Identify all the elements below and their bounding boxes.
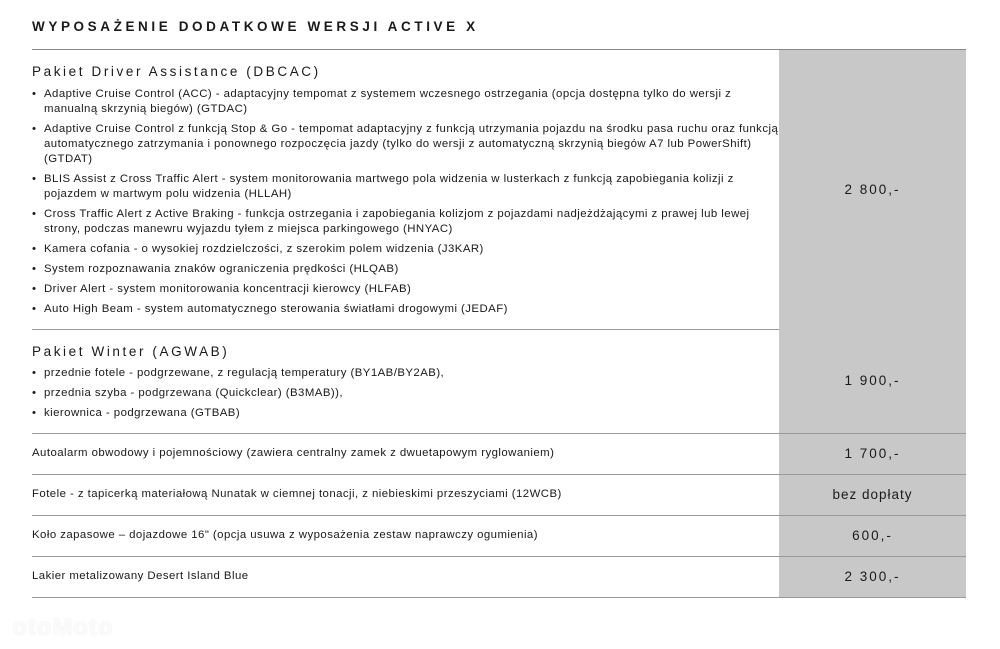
option-label: Autoalarm obwodowy i pojemnościowy (zawiera centralny zamek z dwuetapowym ryglowaniem) (32, 447, 555, 459)
option-price: 2 300,- (844, 569, 901, 584)
list-item: • przednia szyba - podgrzewana (Quickclear) (B3MAB)), (32, 387, 343, 399)
list-item: • System rozpoznawania znaków ograniczenia prędkości (HLQAB) (32, 263, 399, 275)
option-label: Lakier metalizowany Desert Island Blue (32, 570, 249, 582)
list-item: • Cross Traffic Alert z Active Braking - funkcja ostrzegania i zapobiegania kolizjom z pojazdami nadjeżdżającymi z prawej lub lewej strony, podczas manewru wyjazdu tyłem z miejsca parkingowego (HNYAC) (32, 208, 750, 235)
package-title: Pakiet Winter (AGWAB) (32, 344, 230, 359)
option-label: Koło zapasowe – dojazdowe 16" (opcja usuwa z wyposażenia zestaw naprawczy ogumienia) (32, 529, 538, 541)
list-item: • Kamera cofania - o wysokiej rozdzielczości, z szerokim polem widzenia (J3KAR) (32, 243, 484, 255)
divider (32, 474, 966, 475)
package-price: 2 800,- (844, 182, 901, 197)
divider (32, 49, 966, 50)
option-label: Fotele - z tapicerką materiałową Nunatak w ciemnej tonacji, z niebieskimi przeszyciami (12WCB) (32, 488, 562, 500)
list-item: • Adaptive Cruise Control (ACC) - adaptacyjny tempomat z systemem wczesnego ostrzegania (opcja dostępna tylko do wersji z manualną skrzynią biegów) (GTDAC) (32, 88, 732, 115)
list-item: • Driver Alert - system monitorowania koncentracji kierowcy (HLFAB) (32, 283, 412, 295)
list-item: • przednie fotele - podgrzewane, z regulacją temperatury (BY1AB/BY2AB), (32, 367, 445, 379)
list-item: • Auto High Beam - system automatycznego sterowania światłami drogowymi (JEDAF) (32, 303, 508, 315)
package-title: Pakiet Driver Assistance (DBCAC) (32, 64, 321, 79)
divider (32, 515, 966, 516)
list-item: • kierownica - podgrzewana (GTBAB) (32, 407, 241, 419)
divider (32, 433, 966, 434)
list-item: • Adaptive Cruise Control z funkcją Stop & Go - tempomat adaptacyjny z funkcją utrzymania pojazdu na środku pasa ruchu oraz funkcją automatycznego zatrzymania i ponownego rozpoczęcia jazdy (tylko do wersji z automatyczną skrzynią biegów A7 lub PowerShift) (GTDAT) (32, 123, 779, 165)
divider (32, 556, 966, 557)
list-item: • BLIS Assist z Cross Traffic Alert - system monitorowania martwego pola widzenia w lusterkach z funkcją zapobiegania kolizji z pojazdem w martwym polu widzenia (HLLAH) (32, 173, 734, 200)
option-price: bez dopłaty (832, 487, 913, 502)
option-price: 1 700,- (844, 446, 901, 461)
page-title: WYPOSAŻENIE DODATKOWE WERSJI ACTIVE X (32, 19, 479, 34)
option-price: 600,- (852, 528, 893, 543)
package-item-list (32, 366, 782, 426)
package-price: 1 900,- (844, 373, 901, 388)
package-item-list (32, 87, 782, 322)
divider (32, 329, 779, 330)
watermark-logo: otoMoto (12, 614, 114, 641)
divider (32, 597, 966, 598)
